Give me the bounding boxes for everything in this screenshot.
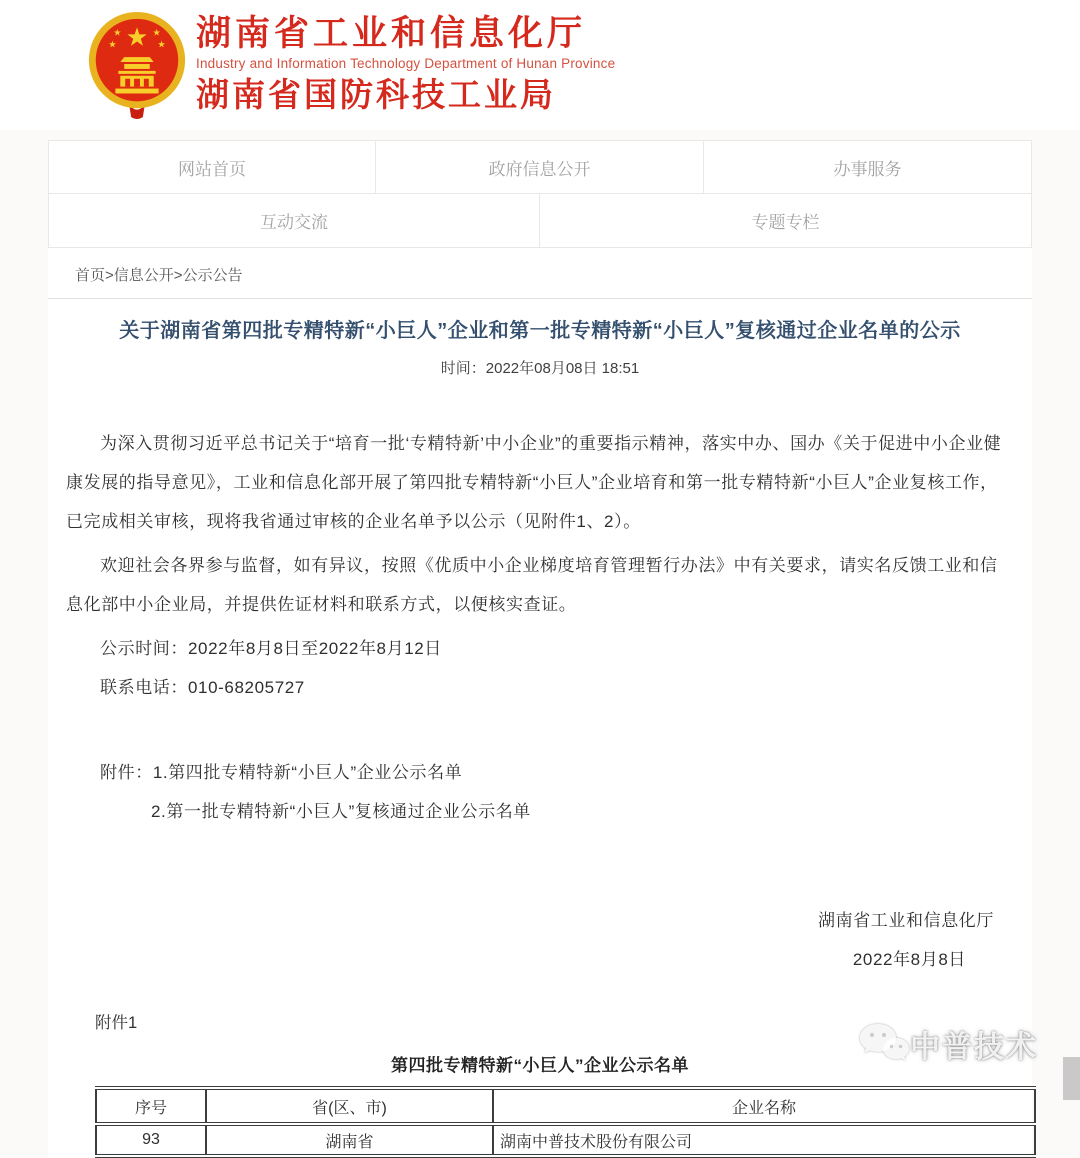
nav-row-2 [48, 194, 1032, 248]
article-title: 关于湖南省第四批专精特新“小巨人”企业和第一批专精特新“小巨人”复核通过企业名单的公示 [119, 320, 961, 342]
signature-org: 湖南省工业和信息化厅 [818, 911, 994, 930]
article-body [48, 424, 1032, 979]
header-cell-company: 企业名称 [493, 1088, 1035, 1124]
main-nav [48, 140, 1032, 248]
cell-province: 湖南省 [206, 1124, 493, 1156]
signature-block [66, 901, 1014, 979]
appendix-label: 附件1 [95, 1014, 138, 1032]
paragraph-2: 欢迎社会各界参与监督，如有异议，按照《优质中小企业梯度培育管理暂行办法》中有关要求，请实名反馈工业和信息化部中小企业局，并提供佐证材料和联系方式，以便核实查证。 [66, 556, 998, 614]
nav-item-services[interactable]: 办事服务 [704, 140, 1032, 194]
nav-item-home[interactable]: 网站首页 [48, 140, 376, 194]
watermark-text: 中普技术 [910, 1031, 1038, 1064]
contact-phone: 联系电话：010-68205727 [100, 678, 305, 697]
signature-date: 2022年8月8日 [852, 950, 966, 969]
nav-item-interaction[interactable]: 互动交流 [48, 194, 540, 248]
attachment-link-1[interactable]: 1.第四批专精特新“小巨人”企业公示名单 [152, 763, 463, 782]
header-cell-index: 序号 [96, 1088, 206, 1124]
cell-index: 93 [96, 1124, 206, 1156]
header-cell-province: 省(区、市) [206, 1088, 493, 1124]
nav-row-1 [48, 140, 1032, 194]
nav-item-gov-info[interactable]: 政府信息公开 [376, 140, 704, 194]
scrollbar-thumb[interactable] [1063, 1057, 1080, 1100]
china-national-emblem-icon [84, 11, 190, 119]
attachments-label: 附件： [100, 763, 153, 782]
org-name-en: Industry and Information Technology Department of Hunan Province [196, 56, 616, 71]
table-header-row [96, 1088, 1035, 1124]
companies-table [95, 1086, 1036, 1158]
appendix-table-title: 第四批专精特新“小巨人”企业公示名单 [391, 1056, 689, 1075]
attachments-block [66, 753, 1014, 831]
nav-item-special-columns[interactable]: 专题专栏 [540, 194, 1032, 248]
org-name-cn-2: 湖南省国防科技工业局 [196, 76, 556, 113]
paragraph-1: 为深入贯彻习近平总书记关于“培育一批‘专精特新’中小企业”的重要指示精神，落实中办、国办《关于促进中小企业健康发展的指导意见》，工业和信息化部开展了第四批专精特新“小巨人”企业培育和第一批专精特新“小巨人”企业复核工作，已完成相关审核，现将我省通过审核的企业名单予以公示（见附件1、2）。 [66, 434, 1002, 531]
site-header [0, 0, 1080, 130]
table-row [96, 1124, 1035, 1156]
breadcrumb[interactable]: 首页>信息公开>公示公告 [48, 248, 1032, 299]
org-title-block [196, 14, 615, 116]
org-name-cn-1: 湖南省工业和信息化厅 [196, 14, 587, 53]
attachment-line-2 [66, 792, 1014, 831]
attachment-line-1 [66, 753, 1014, 792]
article-time: 时间：2022年08月08日 18:51 [440, 360, 640, 377]
attachment-link-2[interactable]: 2.第一批专精特新“小巨人”复核通过企业公示名单 [151, 802, 531, 821]
publicity-period: 公示时间：2022年8月8日至2022年8月12日 [100, 639, 442, 658]
content-column [48, 248, 1032, 1158]
cell-company-name: 湖南中普技术股份有限公司 [493, 1124, 1035, 1156]
